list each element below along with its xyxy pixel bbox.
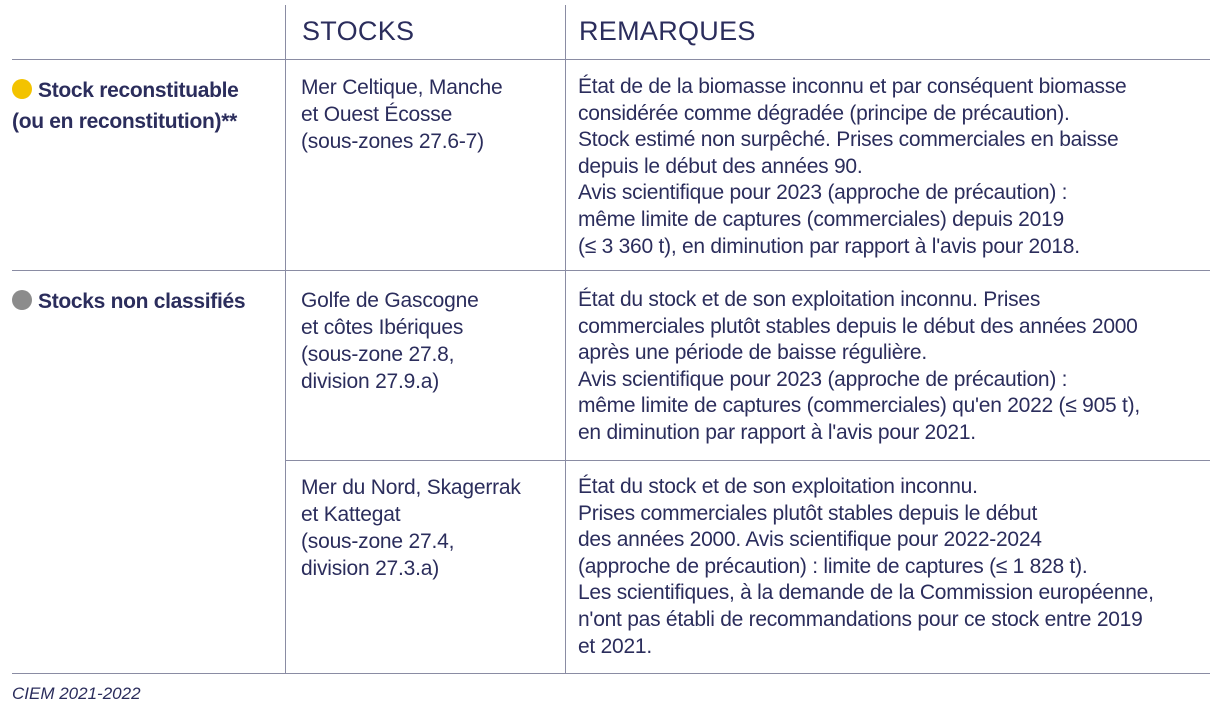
- remark-line: Stock estimé non surpêché. Prises commerciales en baisse: [578, 128, 1119, 152]
- stock-cell-gascogne: [301, 287, 479, 395]
- source-note: CIEM 2021-2022: [12, 684, 141, 703]
- column-divider-1: [285, 5, 286, 673]
- remark-line: commerciales plutôt stables depuis le début des années 2000: [578, 314, 1138, 338]
- remark-cell-mer-du-nord: [578, 474, 1154, 660]
- remark-cell-celtique: [578, 74, 1126, 260]
- remark-line: des années 2000. Avis scientifique pour 2022-2024: [578, 528, 1042, 552]
- remark-line: en diminution par rapport à l'avis pour 2021.: [578, 420, 976, 444]
- remark-line: n'ont pas établi de recommandations pour ce stock entre 2019: [578, 607, 1143, 631]
- category-line: Stocks non classifiés: [38, 290, 246, 313]
- header-remarques: REMARQUES: [579, 16, 756, 46]
- remark-line: même limite de captures (commerciales) qu'en 2022 (≤ 905 t),: [578, 394, 1140, 418]
- row-2-rule: [285, 460, 1210, 461]
- remark-line: État du stock et de son exploitation inconnu.: [578, 475, 978, 498]
- stock-line: (sous-zone 27.4,: [301, 530, 455, 553]
- remark-line: État du stock et de son exploitation inconnu. Prises: [578, 288, 1041, 311]
- stock-cell-mer-du-nord: [301, 474, 521, 582]
- remark-line: Les scientifiques, à la demande de la Commission européenne,: [578, 581, 1154, 605]
- remark-line: et 2021.: [578, 634, 652, 658]
- remark-line: après une période de baisse régulière.: [578, 341, 927, 365]
- stock-line: division 27.3.a): [301, 557, 440, 580]
- stock-line: division 27.9.a): [301, 370, 440, 393]
- header-stocks: STOCKS: [302, 16, 415, 46]
- remark-line: Avis scientifique pour 2023 (approche de précaution) :: [578, 181, 1068, 205]
- stock-line: et Ouest Écosse: [301, 103, 453, 126]
- gray-dot-icon: [12, 290, 32, 310]
- remark-line: même limite de captures (commerciales) depuis 2019: [578, 207, 1064, 231]
- stock-line: Mer du Nord, Skagerrak: [301, 476, 521, 499]
- category-reconstituable: [12, 75, 239, 137]
- remark-line: (≤ 3 360 t), en diminution par rapport à l'avis pour 2018.: [578, 234, 1080, 258]
- stock-line: (sous-zones 27.6-7): [301, 130, 484, 153]
- header-rule: [12, 59, 1210, 60]
- remark-line: considérée comme dégradée (principe de précaution).: [578, 101, 1070, 125]
- remark-cell-gascogne: [578, 287, 1140, 447]
- stock-line: et Kattegat: [301, 503, 401, 526]
- table-bottom-rule: [12, 673, 1210, 674]
- stock-line: et côtes Ibériques: [301, 316, 464, 339]
- stock-line: Golfe de Gascogne: [301, 289, 479, 312]
- category-line: (ou en reconstitution)**: [12, 110, 237, 133]
- remark-line: (approche de précaution) : limite de captures (≤ 1 828 t).: [578, 554, 1088, 578]
- category-line: Stock reconstituable: [38, 79, 239, 102]
- remark-line: depuis le début des années 90.: [578, 154, 863, 178]
- column-divider-2: [565, 5, 566, 673]
- stock-line: Mer Celtique, Manche: [301, 76, 503, 99]
- row-1-rule: [12, 270, 1210, 271]
- remark-line: Prises commerciales plutôt stables depuis le début: [578, 501, 1038, 525]
- remark-line: Avis scientifique pour 2023 (approche de précaution) :: [578, 367, 1068, 391]
- yellow-dot-icon: [12, 79, 32, 99]
- category-non-classifies: [12, 286, 245, 317]
- remark-line: État de de la biomasse inconnu et par conséquent biomasse: [578, 75, 1127, 98]
- stock-cell-celtique: [301, 74, 502, 155]
- stock-line: (sous-zone 27.8,: [301, 343, 455, 366]
